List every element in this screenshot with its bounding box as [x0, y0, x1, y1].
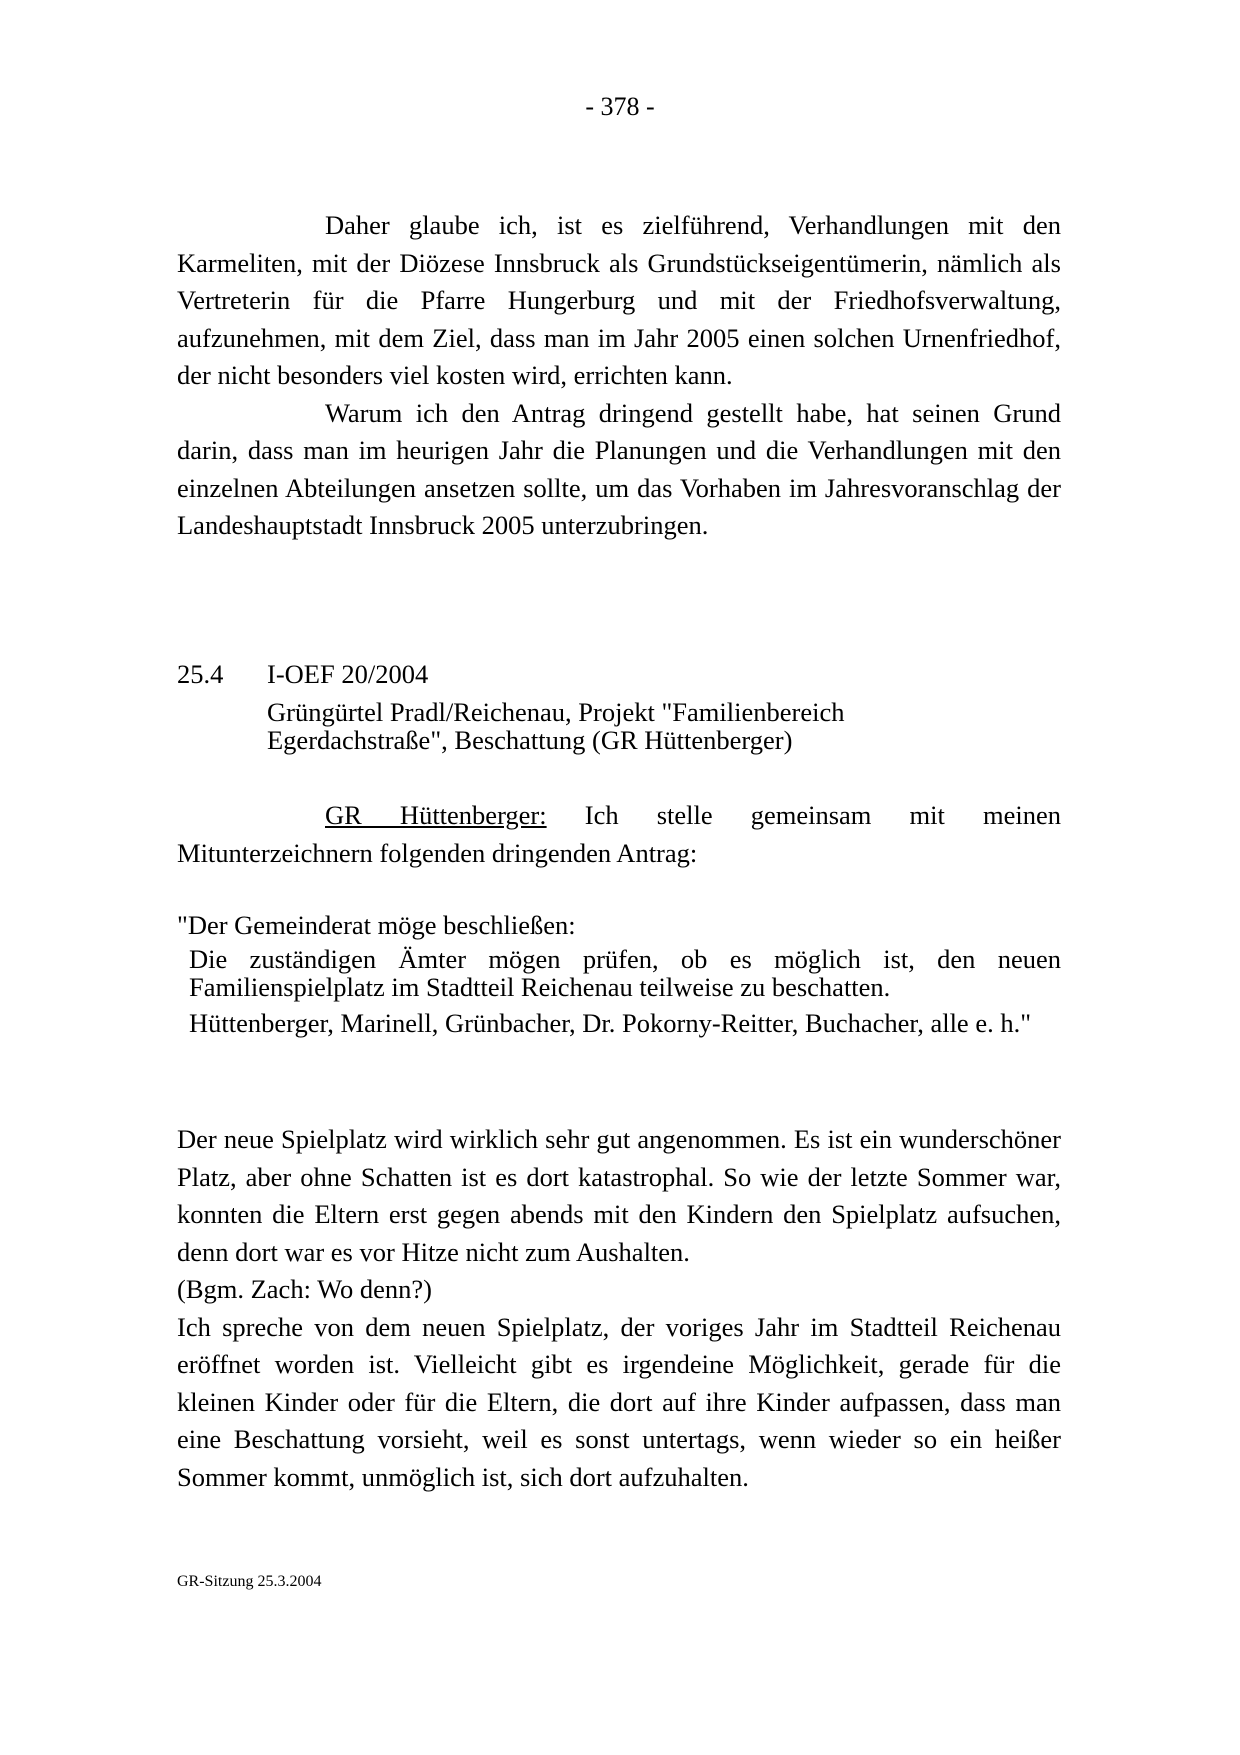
resolution-text: Die zuständigen Ämter mögen prüfen, ob es möglich ist, den neuen Familienspielplatz im Stadtteil Reichenau teilweise zu beschatten.	[189, 944, 1061, 1002]
speech-paragraph-1: Der neue Spielplatz wird wirklich sehr gut angenommen. Es ist ein wunderschöner Platz, aber ohne Schatten ist es dort katastrophal. So wie der letzte Sommer war, konnten die Eltern erst gegen abends mit den Kindern den Spielplatz aufsuchen, denn dort war es vor Hitze nicht zum Aushalten.	[177, 1124, 1061, 1267]
speech-interjection: (Bgm. Zach: Wo denn?)	[177, 1274, 432, 1304]
motion-paragraph	[177, 797, 1061, 872]
intro-section	[177, 207, 1061, 545]
resolution-intro: "Der Gemeinderat möge beschließen:	[177, 910, 576, 940]
agenda-item-code: I-OEF 20/2004	[267, 659, 429, 689]
speaker-name: GR Hüttenberger:	[325, 800, 547, 830]
intro-paragraph-2: Warum ich den Antrag dringend gestellt habe, hat seinen Grund darin, dass man im heurigen Jahr die Planungen und die Verhandlungen mit den einzelnen Abteilungen ansetzen sollte, um das Vorhaben im Jahresvoranschlag der Landeshauptstadt Innsbruck 2005 unterzubringen.	[177, 397, 1061, 540]
motion-section	[177, 797, 1061, 872]
motion-text: Ich stelle gemeinsam mit meinen Mitunterzeichnern folgenden dringenden Antrag:	[177, 800, 1061, 868]
page-number: - 378 -	[585, 92, 655, 121]
intro-paragraph-1: Daher glaube ich, ist es zielführend, Verhandlungen mit den Karmeliten, mit der Diözese Innsbruck als Grundstückseigentümerin, nämlich als Vertreterin für die Pfarre Hungerburg und mit der Friedhofsverwaltung, aufzunehmen, mit dem Ziel, dass man im Jahr 2005 einen solchen Urnenfriedhof, der nicht besonders viel kosten wird, errichten kann.	[177, 210, 1061, 390]
agenda-item-title: Grüngürtel Pradl/Reichenau, Projekt "Familienbereich Egerdachstraße", Beschattung (GR Hüttenberger)	[267, 697, 845, 755]
speech-section	[177, 1121, 1061, 1496]
footer-session-label: GR-Sitzung 25.3.2004	[177, 1573, 322, 1590]
agenda-item-number: 25.4	[177, 659, 224, 689]
speech-paragraph-2: Ich spreche von dem neuen Spielplatz, der voriges Jahr im Stadtteil Reichenau eröffnet worden ist. Vielleicht gibt es irgendeine Möglichkeit, gerade für die kleinen Kinder oder für die Eltern, die dort auf ihre Kinder aufpassen, dass man eine Beschattung vorsieht, weil es sonst untertags, wenn wieder so ein heißer Sommer kommt, unmöglich ist, sich dort aufzuhalten.	[177, 1311, 1061, 1492]
resolution-signers: Hüttenberger, Marinell, Grünbacher, Dr. Pokorny-Reitter, Buchacher, alle e. h."	[189, 1008, 1032, 1038]
